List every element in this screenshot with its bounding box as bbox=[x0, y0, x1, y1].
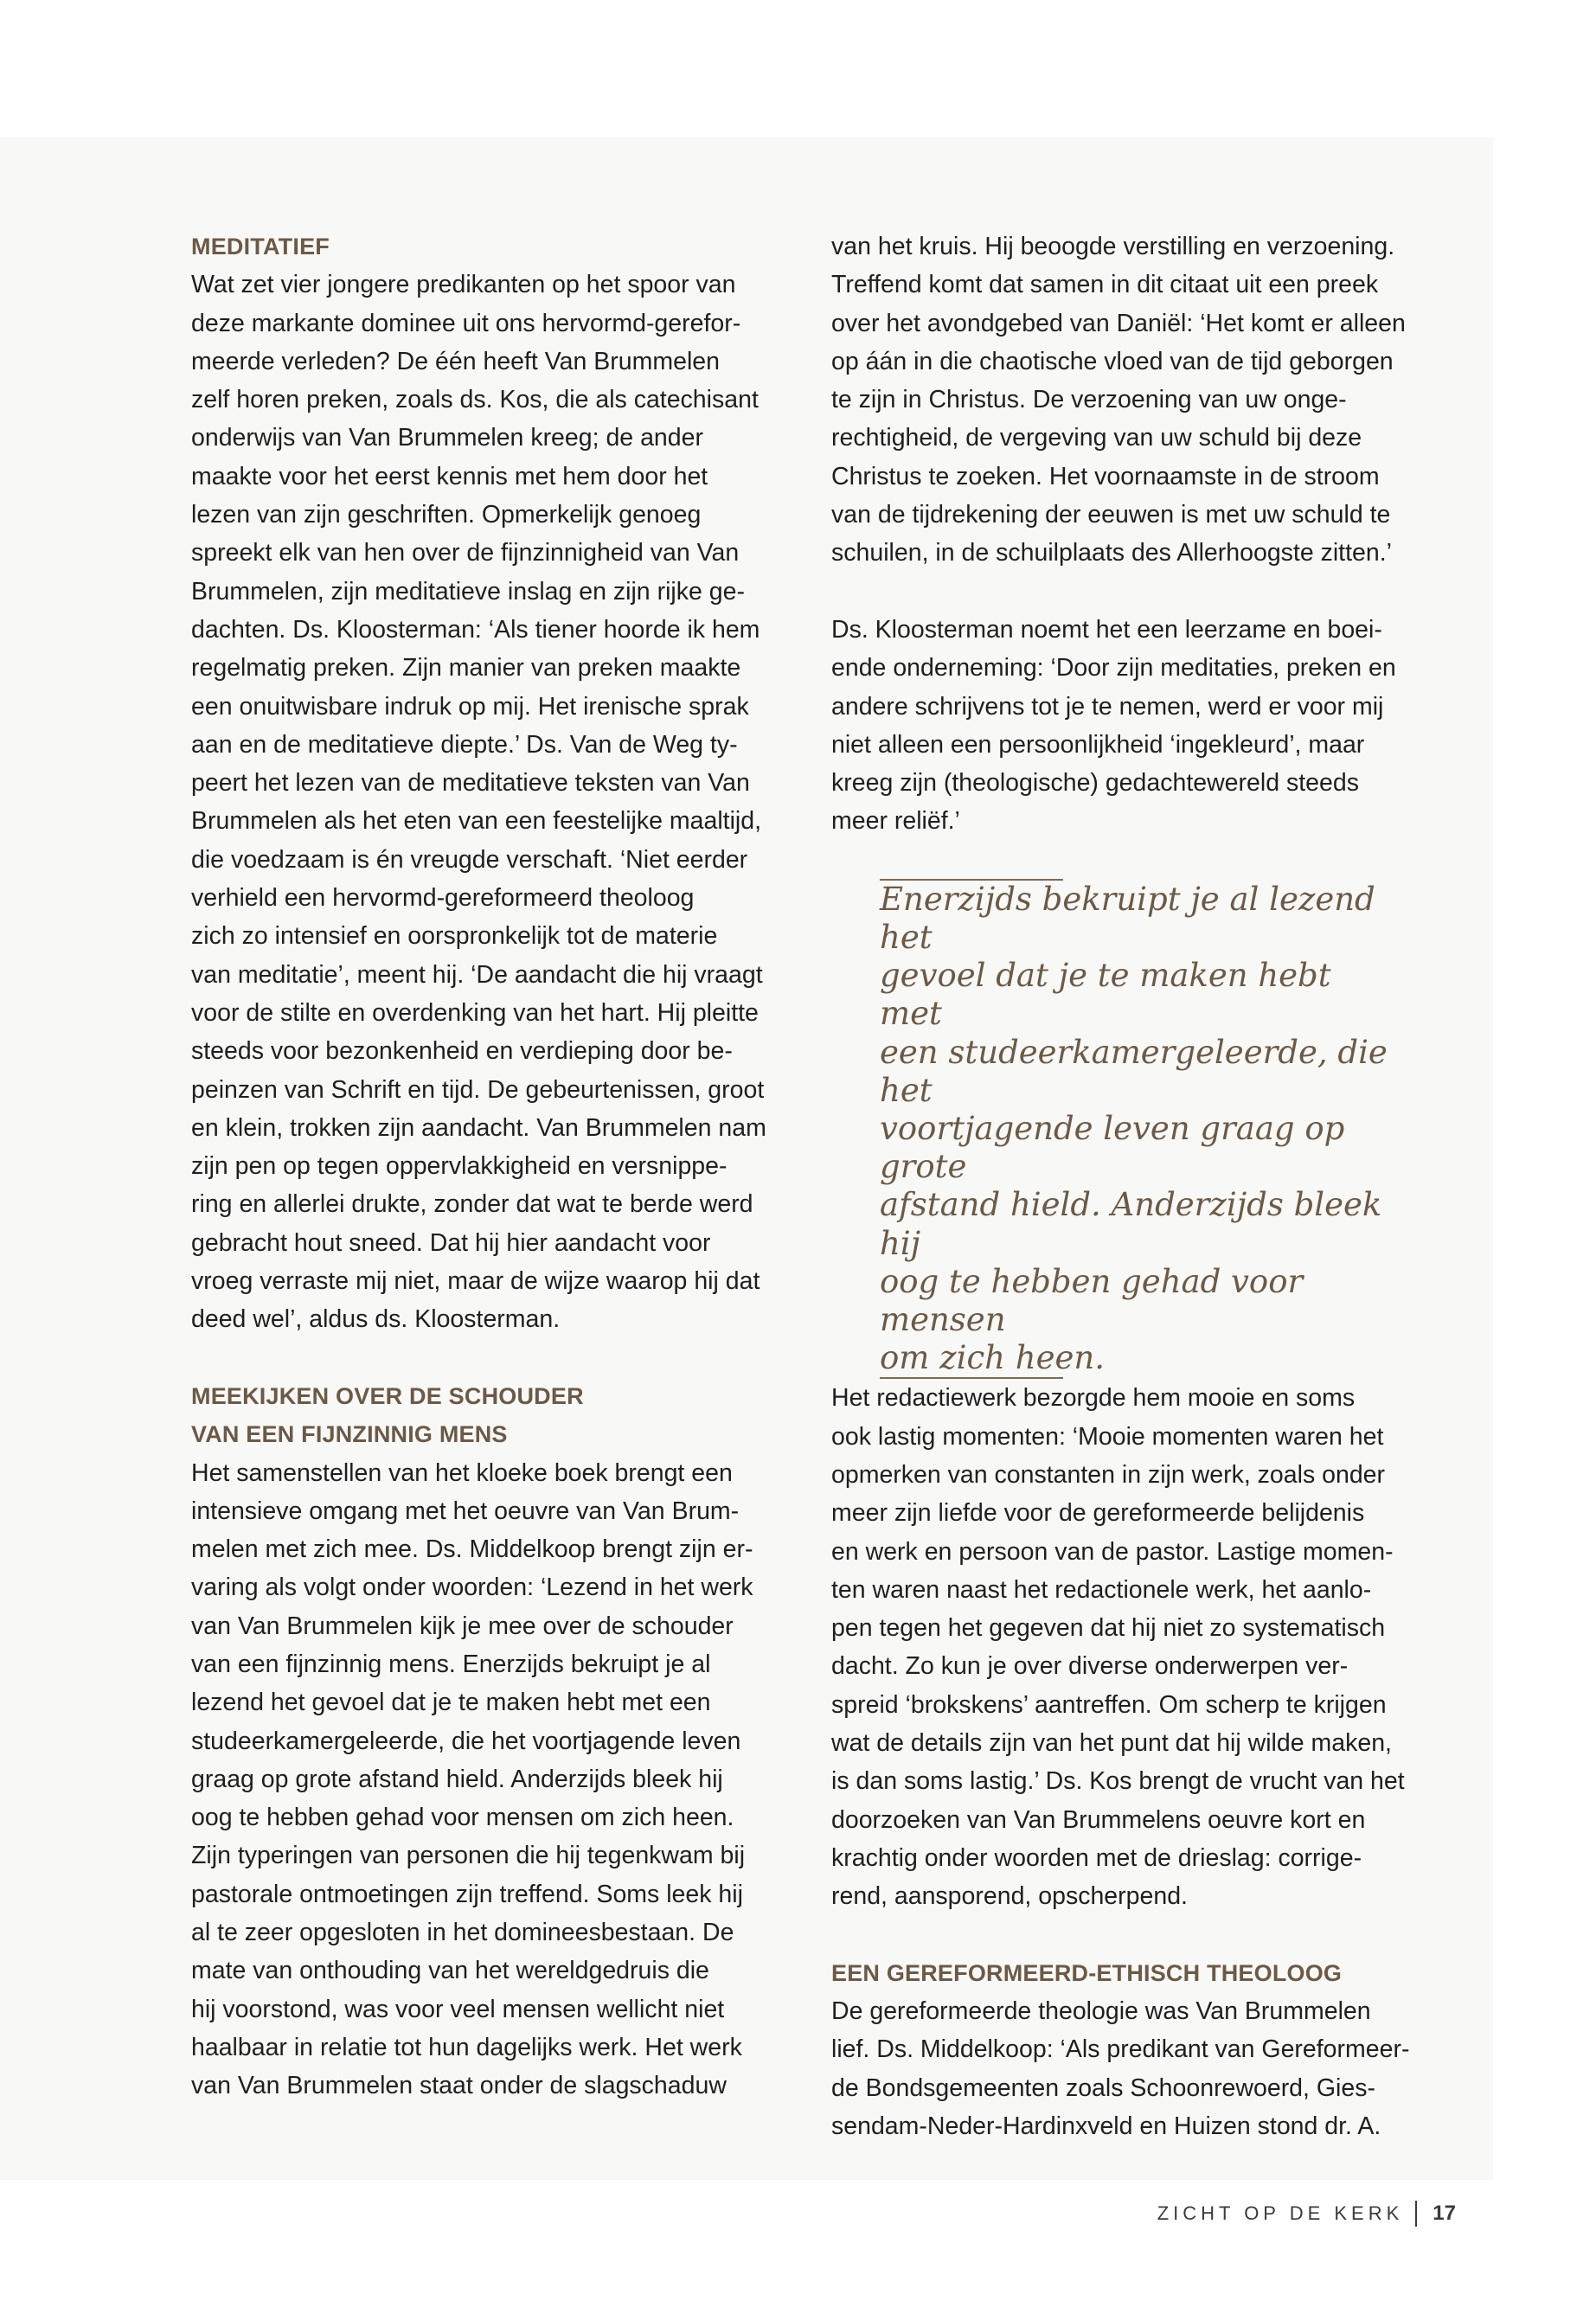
section-heading-meditatief: MEDITATIEF bbox=[191, 234, 330, 260]
paragraph-gap bbox=[831, 573, 1437, 611]
pull-quote-bottom-rule bbox=[880, 1377, 1063, 1379]
body-paragraph: Wat zet vier jongere predikanten op het spoor van deze markante dominee uit ons hervormd-gerefor- meerde verleden? De één heeft Van Brummelen zelf horen preken, zoals ds. Kos, die als catechisant onderwijs van Van Brummelen kreeg; de ander maakte voor het eerst kennis met hem door het lezen van zijn geschriften. Opmerkelijk genoeg spreekt elk van hen over de fijnzinnigheid van Van Brummelen, zijn meditatieve inslag en zijn rijke ge- dachten. Ds. Kloosterman: ‘Als tiener hoorde ik hem regelmatig preken. Zijn manier van preken maakte een onuitwisbare indruk op mij. Het irenische sprak aan en de meditatieve diepte.’ Ds. Van de Weg ty- peert het lezen van de meditatieve teksten van Van Brummelen als het eten van een feestelijke maaltijd, die voedzaam is én vreugde verschaft. ‘Niet eerder verhield een hervormd-gereformeerd theoloog zich zo intensief en oorspronkelijk tot de materie van meditatie’, meent hij. ‘De aandacht die hij vraagt voor de stilte en overdenking van het hart. Hij pleitte steeds voor bezonkenheid en verdieping door be- peinzen van Schrift en tijd. De gebeurtenissen, groot en klein, trokken zijn aandacht. Van Brummelen nam zijn pen op tegen oppervlakkigheid en versnippe- ring en allerlei drukte, zonder dat wat te berde werd gebracht hout sneed. Dat hij hier aandacht voor vroeg verraste mij niet, maar de wijze waarop hij dat deed wel’, aldus ds. Kloosterman. bbox=[191, 271, 766, 1334]
body-paragraph: Het samenstellen van het kloeke boek brengt een intensieve omgang met het oeuvre van Van Brum- melen met zich mee. Ds. Middelkoop brengt zijn er- varing als volgt onder woorden: ‘Lezend in het werk van Van Brummelen kijk je mee over de schouder van een fijnzinnig mens. Enerzijds bekruipt je al lezend het gevoel dat je te maken hebt met een studeerkamergeleerde, die het voortjagende leven graag op grote afstand hield. Anderzijds bleek hij oog te hebben gehad voor mensen om zich heen. Zijn typeringen van personen die hij tegenkwam bij pastorale ontmoetingen zijn treffend. Soms leek hij al te zeer opgesloten in het domineesbestaan. De mate van onthouding van het wereldgedruis die hij voorstond, was voor veel mensen wellicht niet haalbaar in relatie tot hun dagelijks werk. Het werk van Van Brummelen staat onder de slagschaduw bbox=[191, 1458, 753, 2100]
footer-divider bbox=[1415, 2201, 1417, 2227]
right-column bbox=[831, 228, 1437, 2145]
body-paragraph: van het kruis. Hij beoogde verstilling en verzoening. Treffend komt dat samen in dit citaat uit een preek over het avondgebed van Daniël: ‘Het komt er alleen op áán in die chaotische vloed van de tijd geborgen te zijn in Christus. De verzoening van uw onge- rechtigheid, de vergeving van uw schuld bij deze Christus te zoeken. Het voornaamste in de stroom van de tijdrekening der eeuwen is met uw schuld te schuilen, in de schuilplaats des Allerhoogste zitten.’ bbox=[831, 233, 1406, 567]
body-paragraph: De gereformeerde theologie was Van Brummelen lief. Ds. Middelkoop: ‘Als predikant van Gereformeer- de Bondsgemeenten zoals Schoonrewoerd, Gies- sendam-Neder-Hardinxveld en Huizen stond dr. A. bbox=[831, 1997, 1410, 2141]
pull-quote bbox=[880, 879, 1390, 1380]
pull-quote-text: Enerzijds bekruipt je al lezend het gevoel dat je te maken hebt met een studeerkamergeleerde, die het voortjagende leven graag op grote afstand hield. Anderzijds bleek hij oog te hebben gehad voor mensen om zich heen. bbox=[880, 880, 1388, 1377]
section-heading-meekijken: MEEKIJKEN OVER DE SCHOUDER VAN EEN FIJNZINNIG MENS bbox=[191, 1382, 584, 1448]
paragraph-gap bbox=[191, 1339, 788, 1377]
left-column bbox=[191, 228, 788, 2106]
section-heading-gereformeerd-ethisch: EEN GEREFORMEERD-ETHISCH THEOLOOG bbox=[831, 1959, 1343, 1986]
body-paragraph: Het redactiewerk bezorgde hem mooie en soms ook lastig momenten: ‘Mooie momenten waren het opmerken van constanten in zijn werk, zoals onder meer zijn liefde voor de gereformeerde belijdenis en werk en persoon van de pastor. Lastige momen- ten waren naast het redactionele werk, het aanlo- pen tegen het gegeven dat hij niet zo systematisch dacht. Zo kun je over diverse onderwerpen ver- spreid ‘brokskens’ aantreffen. Om scherp te krijgen wat de details zijn van het punt dat hij wilde maken, is dan soms lastig.’ Ds. Kos brengt de vrucht van het doorzoeken van Van Brummelens oeuvre kort en krachtig onder woorden met de drieslag: corrige- rend, aansporend, opscherpend. bbox=[831, 1384, 1405, 1911]
page-footer bbox=[1157, 2201, 1456, 2227]
body-paragraph: Ds. Kloosterman noemt het een leerzame en boei- ende onderneming: ‘Door zijn meditaties, preken en andere schrijvens tot je te nemen, werd er voor mij niet alleen een persoonlijkheid ‘ingekleurd’, maar kreeg zijn (theologische) gedachtewereld steeds meer reliëf.’ bbox=[831, 615, 1396, 836]
magazine-title: ZICHT OP DE KERK bbox=[1157, 2202, 1404, 2224]
paragraph-gap bbox=[831, 1916, 1437, 1954]
page-number: 17 bbox=[1433, 2202, 1456, 2225]
